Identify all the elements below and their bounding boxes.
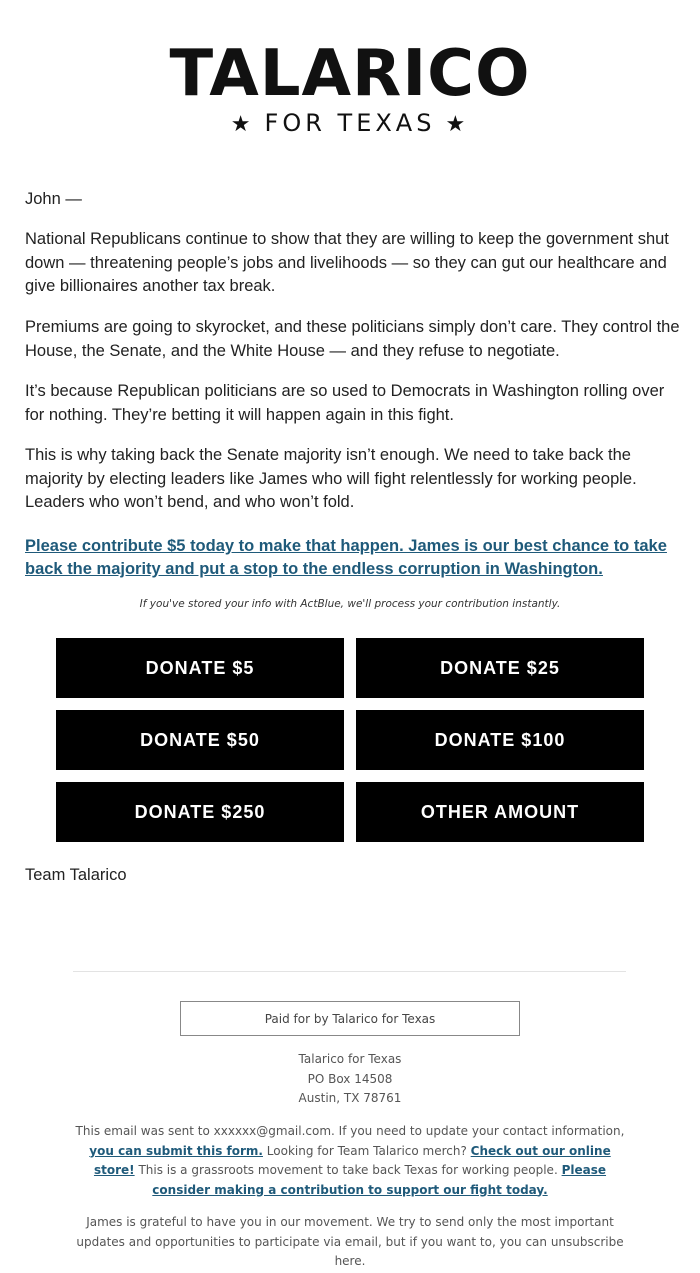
paragraph-2 (25, 316, 680, 363)
update-contact-link[interactable]: you can submit this form. (89, 1143, 263, 1158)
contribute-cta-link[interactable]: Please contribute $5 today to make that happen. James is our best chance to take back the majority and put a stop to the endless corruption in Washington. (25, 537, 667, 578)
contribute-cta (25, 535, 675, 581)
logo-subtitle-text: FOR TEXAS (264, 109, 436, 137)
online-store-link[interactable]: Check out our online store! (93, 1143, 611, 1177)
paid-for-disclaimer: Paid for by Talarico for Texas (180, 1001, 520, 1036)
donate-5-button[interactable]: DONATE $5 (56, 638, 344, 698)
address-line: PO Box 14508 (307, 1071, 393, 1086)
donate-100-button[interactable]: DONATE $100 (356, 710, 644, 770)
campaign-logo (0, 38, 700, 140)
address-line: Austin, TX 78761 (298, 1091, 402, 1105)
paragraph-1 (25, 228, 680, 299)
grassroots-text: This is a grassroots movement to take back Texas for working people. (138, 1163, 558, 1177)
paragraph-text: It’s because Republican politicians are so used to Democrats in Washington rolling over for nothing. They’re betting it will happen again in this fight. (25, 382, 665, 424)
logo-title: TALARICO (169, 37, 531, 111)
paragraph-text: National Republicans continue to show that they are willing to keep the government shut down — threatening people’s jobs and livelihoods — so they can gut our healthcare and give billionaires another tax break. (25, 230, 669, 295)
unsubscribe-paragraph: James is grateful to have you in our movement. We try to send only the most important updates and opportunities to participate via email, but if you want to, you can unsubscribe here. (76, 1215, 624, 1268)
donate-250-button[interactable]: DONATE $250 (56, 782, 344, 842)
logo-subtitle (0, 108, 700, 140)
footer-contribute-link[interactable]: Please consider making a contribution to support our fight today. (152, 1163, 607, 1197)
paragraph-3 (25, 380, 680, 427)
mailing-address (0, 1050, 700, 1109)
donate-50-button[interactable]: DONATE $50 (56, 710, 344, 770)
actblue-note: If you've stored your info with ActBlue, we'll process your contribution instantly. (139, 598, 561, 610)
paragraph-4 (25, 444, 680, 515)
greeting: John — (25, 190, 82, 208)
sent-to-text: This email was sent to xxxxxx@gmail.com. If you need to update your contact information, (75, 1124, 625, 1138)
signoff: Team Talarico (25, 866, 127, 884)
star-icon-right: ★ (445, 112, 470, 137)
merch-text: Looking for Team Talarico merch? (266, 1143, 467, 1158)
footer-info-paragraph (70, 1122, 630, 1200)
star-icon-left: ★ (230, 112, 255, 137)
donate-25-button[interactable]: DONATE $25 (356, 638, 644, 698)
address-line: Talarico for Texas (298, 1052, 402, 1066)
other-amount-button[interactable]: OTHER AMOUNT (356, 782, 644, 842)
paragraph-text: This is why taking back the Senate majority isn’t enough. We need to take back the majority by electing leaders like James who will fight relentlessly for working people. Leaders who won’t bend, and who won’t fold. (25, 446, 637, 511)
footer-divider (73, 971, 626, 972)
paragraph-text: Premiums are going to skyrocket, and these politicians simply don’t care. They control the House, the Senate, and the White House — and they refuse to negotiate. (25, 318, 680, 360)
